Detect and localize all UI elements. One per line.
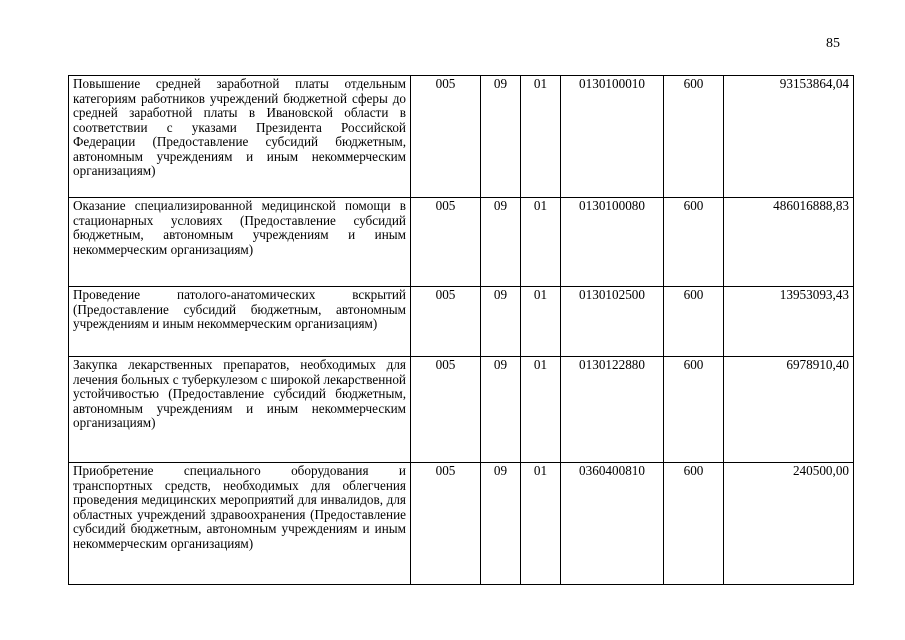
row-target-article: 0130100010 (561, 76, 664, 198)
table-row (69, 198, 854, 287)
row-expense-type: 600 (664, 76, 724, 198)
row-target-article: 0130122880 (561, 357, 664, 463)
row-expense-type: 600 (664, 357, 724, 463)
row-subsection-code: 01 (521, 76, 561, 198)
row-expense-type: 600 (664, 198, 724, 287)
row-subsection-code: 01 (521, 357, 561, 463)
row-expense-type: 600 (664, 287, 724, 357)
row-section-code: 09 (481, 463, 521, 585)
table-row (69, 463, 854, 585)
row-description: Проведение патолого-анатомических вскрытий (Предоставление субсидий бюджетным, автономным учреждениям и иным некоммерческим организациям) (69, 287, 411, 357)
row-section-code: 09 (481, 76, 521, 198)
row-amount: 93153864,04 (724, 76, 854, 198)
row-target-article: 0360400810 (561, 463, 664, 585)
table-row (69, 357, 854, 463)
row-amount: 486016888,83 (724, 198, 854, 287)
row-section-code: 09 (481, 287, 521, 357)
row-ministry-code: 005 (411, 198, 481, 287)
row-description: Повышение средней заработной платы отдельным категориям работников учреждений бюджетной сферы до средней заработной платы в Ивановской области в соответствии с указами Президента Российской Федерации (Предоставление субсидий бюджетным, автономным учреждениям и иным некоммерческим организациям) (69, 76, 411, 198)
row-ministry-code: 005 (411, 76, 481, 198)
row-amount: 6978910,40 (724, 357, 854, 463)
row-expense-type: 600 (664, 463, 724, 585)
row-section-code: 09 (481, 357, 521, 463)
row-subsection-code: 01 (521, 198, 561, 287)
row-ministry-code: 005 (411, 287, 481, 357)
table-row (69, 287, 854, 357)
table-row (69, 76, 854, 198)
row-subsection-code: 01 (521, 463, 561, 585)
page-number: 85 (826, 36, 840, 51)
row-description: Оказание специализированной медицинской помощи в стационарных условиях (Предоставление субсидий бюджетным, автономным учреждениям и иным некоммерческим организациям) (69, 198, 411, 287)
row-description: Закупка лекарственных препаратов, необходимых для лечения больных с туберкулезом с широкой лекарственной устойчивостью (Предоставление субсидий бюджетным, автономным учреждениям и иным некоммерческим организациям) (69, 357, 411, 463)
row-target-article: 0130102500 (561, 287, 664, 357)
row-target-article: 0130100080 (561, 198, 664, 287)
row-ministry-code: 005 (411, 357, 481, 463)
row-description: Приобретение специального оборудования и транспортных средств, необходимых для облегчения проведения медицинских мероприятий для инвалидов, для областных учреждений здравоохранения (Предоставление субсидий бюджетным, автономным учреждениям и иным некоммерческим организациям) (69, 463, 411, 585)
row-section-code: 09 (481, 198, 521, 287)
row-ministry-code: 005 (411, 463, 481, 585)
row-subsection-code: 01 (521, 287, 561, 357)
row-amount: 13953093,43 (724, 287, 854, 357)
row-amount: 240500,00 (724, 463, 854, 585)
budget-table (68, 75, 854, 585)
